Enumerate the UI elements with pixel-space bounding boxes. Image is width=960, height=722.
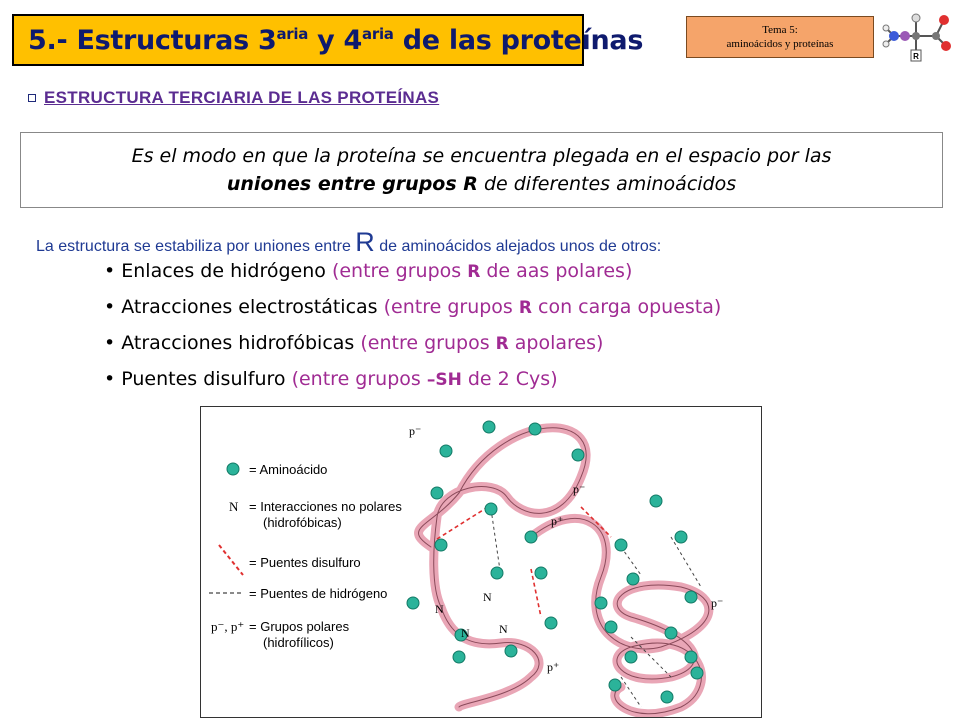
bullet-r: –SH bbox=[426, 370, 462, 390]
molecule-r-label: R bbox=[913, 52, 919, 61]
diagram-label-pplus: p⁺ bbox=[551, 514, 564, 528]
amino-acid-dot bbox=[407, 597, 419, 609]
topic-badge bbox=[686, 16, 874, 58]
bullet-detail: con carga opuesta) bbox=[531, 296, 722, 318]
amino-acid-dot bbox=[483, 421, 495, 433]
bullet-detail: de aas polares) bbox=[480, 260, 633, 282]
title-part: de las proteínas bbox=[393, 24, 644, 56]
intro-part: La estructura se estabiliza por uniones entre bbox=[36, 238, 356, 255]
amino-acid-dot bbox=[572, 449, 584, 461]
diagram-label-n: N bbox=[461, 626, 470, 640]
intro-part: de aminoácidos alejados unos de otros: bbox=[374, 238, 662, 255]
amino-acid-dot bbox=[605, 621, 617, 633]
bullet-detail: (entre grupos bbox=[331, 260, 468, 282]
amino-acid-dot bbox=[435, 539, 447, 551]
amino-acid-dot bbox=[525, 531, 537, 543]
title-sup: aria bbox=[276, 24, 309, 43]
bullet-hydrogen-bonds bbox=[104, 260, 632, 282]
amino-acid-dot bbox=[675, 531, 687, 543]
amino-acid-dot bbox=[685, 651, 697, 663]
bullet-hydrophobic bbox=[104, 332, 603, 354]
topic-line: aminoácidos y proteínas bbox=[726, 38, 834, 50]
definition-box bbox=[20, 132, 943, 208]
bullet-r: R bbox=[467, 262, 481, 282]
legend-disulfide-line bbox=[219, 545, 243, 575]
legend-disulfuro: = Puentes disulfuro bbox=[249, 555, 361, 570]
amino-acid-dot bbox=[665, 627, 677, 639]
diagram-label-n: N bbox=[483, 590, 492, 604]
title-part: y 4 bbox=[308, 24, 363, 56]
bullet-detail: de 2 Cys) bbox=[461, 368, 558, 390]
amino-acid-dot bbox=[595, 597, 607, 609]
bullet-r: R bbox=[495, 334, 509, 354]
bullet-r: R bbox=[518, 298, 532, 318]
amino-acid-dot bbox=[529, 423, 541, 435]
bullet-disulfide bbox=[104, 368, 558, 390]
legend-aminoacido: = Aminoácido bbox=[249, 462, 328, 477]
bullet-electrostatic bbox=[104, 296, 721, 318]
bullet-detail: (entre grupos bbox=[360, 332, 496, 354]
legend-p-symbol: p⁻, p⁺ bbox=[211, 619, 245, 634]
amino-acid-dot bbox=[609, 679, 621, 691]
bullet-main: • Atracciones electrostáticas bbox=[104, 296, 384, 318]
amino-acid-dot bbox=[615, 539, 627, 551]
diagram-label-n: N bbox=[499, 622, 508, 636]
slide-title bbox=[14, 25, 643, 56]
amino-acid-dot bbox=[485, 503, 497, 515]
legend-no-polares: = Interacciones no polares bbox=[249, 499, 402, 514]
diagram-label-pminus: p⁻ bbox=[409, 424, 422, 438]
definition-line: Es el modo en que la proteína se encuentra plegada en el espacio por las bbox=[131, 145, 832, 167]
hydrogen-bond bbox=[621, 547, 641, 575]
amino-acid-dot bbox=[545, 617, 557, 629]
legend-hidrogeno: = Puentes de hidrógeno bbox=[249, 586, 388, 601]
amino-acid-dot bbox=[627, 573, 639, 585]
diagram-label-pplus: p⁺ bbox=[547, 660, 560, 674]
amino-acid-dot bbox=[661, 691, 673, 703]
amino-acid-dot bbox=[535, 567, 547, 579]
bullet-main: • Atracciones hidrofóbicas bbox=[104, 332, 361, 354]
amino-acid-dot bbox=[431, 487, 443, 499]
slide-title-box bbox=[12, 14, 644, 66]
section-heading bbox=[28, 88, 439, 108]
legend-polares-2: (hidrofílicos) bbox=[263, 635, 334, 650]
legend-n-symbol: N bbox=[229, 499, 239, 514]
diagram-label-pminus: p⁻ bbox=[573, 482, 586, 496]
square-bullet-icon bbox=[28, 94, 36, 102]
bullet-detail: (entre grupos bbox=[291, 368, 427, 390]
definition-rest: de diferentes aminoácidos bbox=[477, 173, 737, 195]
diagram-label-n: N bbox=[435, 602, 444, 616]
hydrogen-bond bbox=[671, 537, 701, 587]
amino-acid-dot bbox=[505, 645, 517, 657]
bullet-detail: apolares) bbox=[508, 332, 604, 354]
section-heading-text: ESTRUCTURA TERCIARIA DE LAS PROTEÍNAS bbox=[44, 88, 440, 107]
amino-acid-dot bbox=[691, 667, 703, 679]
amino-acid-dot bbox=[453, 651, 465, 663]
title-sup: aria bbox=[362, 24, 394, 43]
amino-acid-molecule-icon bbox=[880, 8, 954, 64]
legend-polares: = Grupos polares bbox=[249, 619, 350, 634]
intro-text bbox=[36, 227, 661, 258]
title-part: 5.- Estructuras 3 bbox=[28, 24, 277, 56]
amino-acid-dot bbox=[491, 567, 503, 579]
amino-acid-dot bbox=[650, 495, 662, 507]
amino-acid-dot bbox=[440, 445, 452, 457]
bullet-main: • Enlaces de hidrógeno bbox=[104, 260, 332, 282]
topic-line: Tema 5: bbox=[762, 24, 798, 36]
legend-no-polares-2: (hidrofóbicas) bbox=[263, 515, 342, 530]
definition-bold: uniones entre grupos R bbox=[226, 173, 478, 195]
definition-line bbox=[21, 170, 942, 198]
bullet-main: • Puentes disulfuro bbox=[104, 368, 292, 390]
bullet-detail: (entre grupos bbox=[383, 296, 519, 318]
legend-amino-dot bbox=[227, 463, 239, 475]
tertiary-structure-diagram bbox=[200, 406, 762, 718]
intro-r: R bbox=[355, 227, 375, 257]
amino-acid-dot bbox=[625, 651, 637, 663]
amino-acid-dot bbox=[685, 591, 697, 603]
protein-fold-illustration bbox=[201, 407, 761, 717]
diagram-label-pminus: p⁻ bbox=[711, 596, 724, 610]
